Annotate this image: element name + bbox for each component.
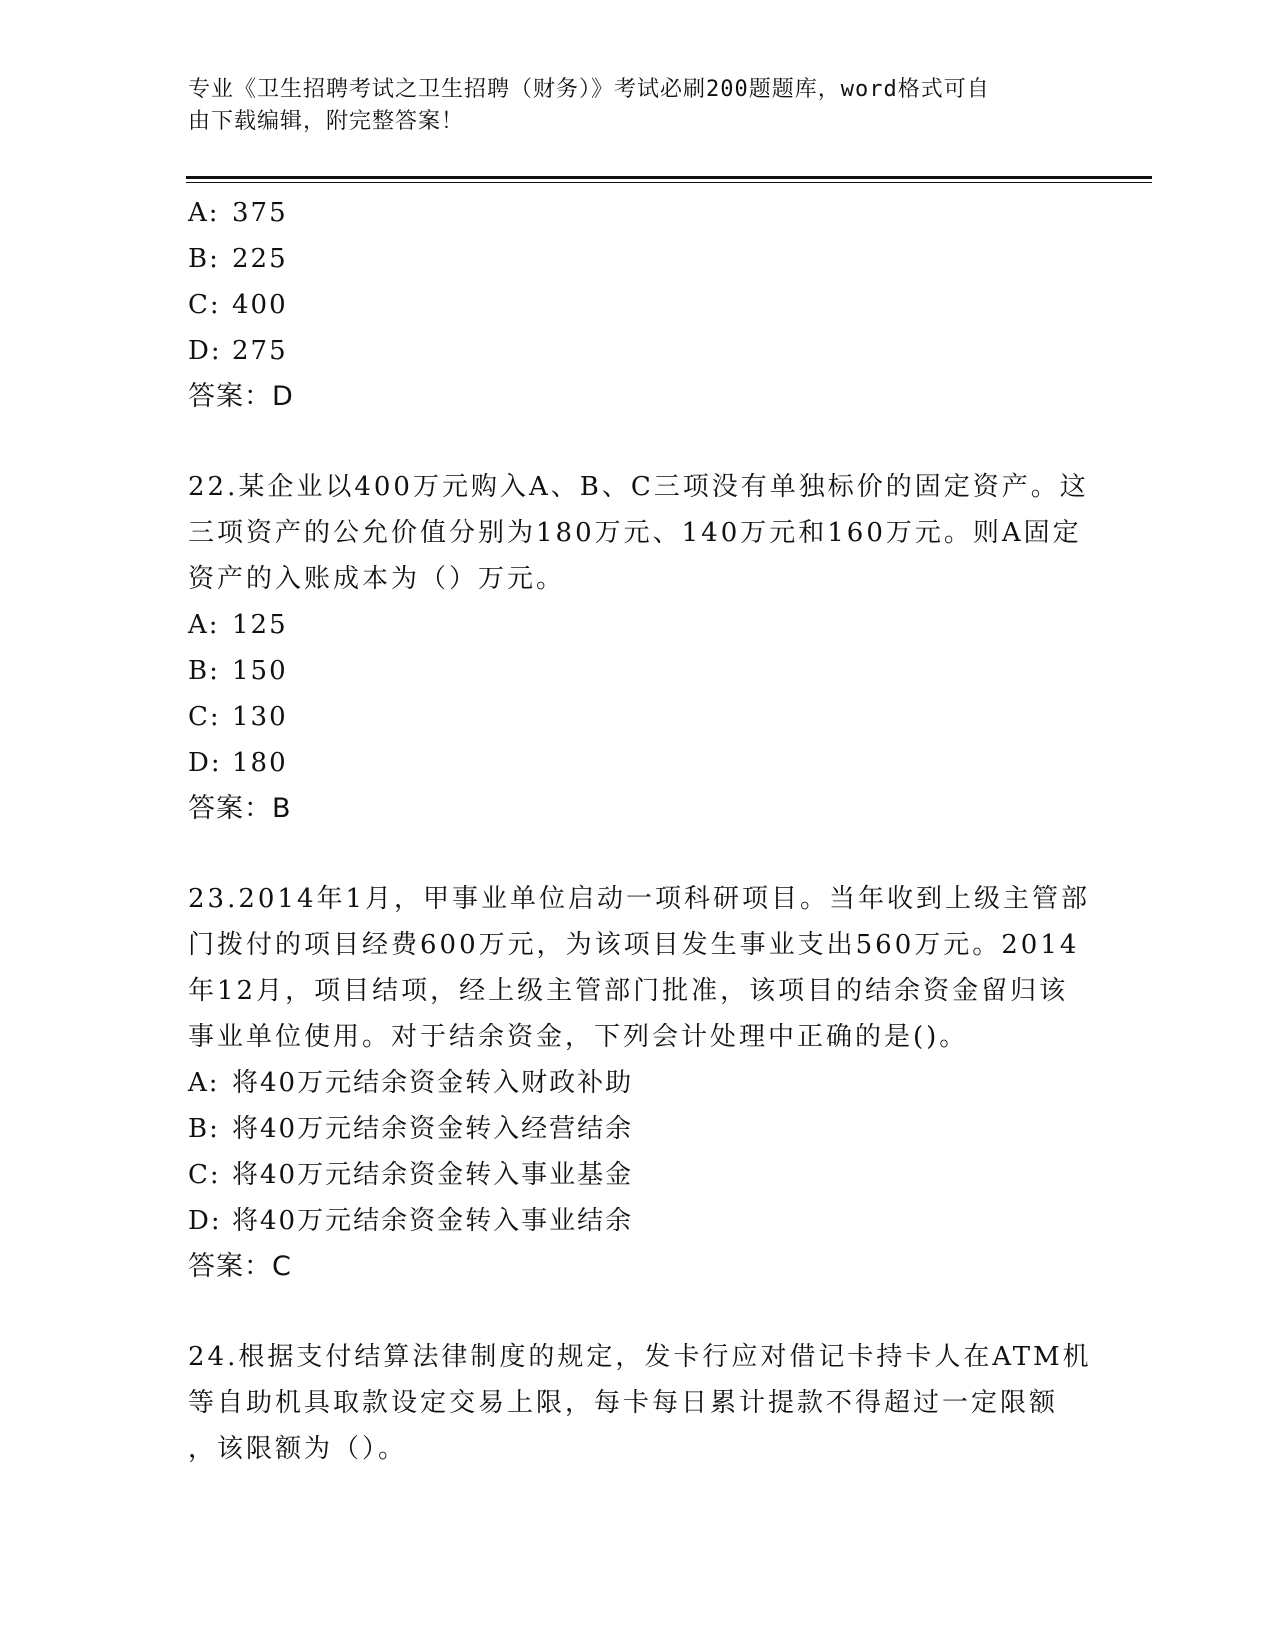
answer: 答案：B bbox=[188, 793, 292, 824]
stem-line: 门拨付的项目经费600万元，为该项目发生事业支出560万元。2014 bbox=[188, 930, 1080, 960]
stem-line: 年12月，项目结项，经上级主管部门批准，该项目的结余资金留归该 bbox=[188, 976, 1069, 1006]
option-c: C: 将40万元结余资金转入事业基金 bbox=[188, 1160, 634, 1190]
question-21-continued bbox=[188, 190, 1088, 420]
option-b: B: 将40万元结余资金转入经营结余 bbox=[188, 1114, 634, 1144]
question-23 bbox=[188, 876, 1091, 1290]
option-a: A: 125 bbox=[188, 610, 288, 640]
question-22 bbox=[188, 464, 1088, 832]
option-d: D: 275 bbox=[188, 336, 288, 366]
stem-line: 22.某企业以400万元购入A、B、C三项没有单独标价的固定资产。这 bbox=[188, 472, 1089, 502]
option-d: D: 180 bbox=[188, 748, 288, 778]
question-stem bbox=[188, 876, 1091, 1060]
answer: 答案：C bbox=[188, 1251, 292, 1282]
stem-line: 23.2014年1月，甲事业单位启动一项科研项目。当年收到上级主管部 bbox=[188, 884, 1091, 914]
header-line-1: 专业《卫生招聘考试之卫生招聘（财务）》考试必刷200题题库，word格式可自 bbox=[188, 77, 990, 102]
option-b: B: 150 bbox=[188, 656, 288, 686]
option-a: A: 将40万元结余资金转入财政补助 bbox=[188, 1068, 634, 1098]
stem-line: ，该限额为（）。 bbox=[188, 1434, 408, 1464]
stem-line: 事业单位使用。对于结余资金，下列会计处理中正确的是()。 bbox=[188, 1022, 969, 1052]
option-b: B: 225 bbox=[188, 244, 288, 274]
stem-line: 等自助机具取款设定交易上限，每卡每日累计提款不得超过一定限额 bbox=[188, 1388, 1059, 1418]
header-line-2: 由下载编辑，附完整答案！ bbox=[188, 109, 465, 134]
stem-line: 资产的入账成本为（）万元。 bbox=[188, 564, 566, 594]
header-divider-thick bbox=[186, 176, 1152, 179]
option-a: A: 375 bbox=[188, 198, 288, 228]
header-divider-thin bbox=[186, 182, 1152, 183]
stem-line: 24.根据支付结算法律制度的规定，发卡行应对借记卡持卡人在ATM机 bbox=[188, 1342, 1092, 1372]
option-c: C: 130 bbox=[188, 702, 288, 732]
answer: 答案：D bbox=[188, 381, 294, 412]
option-d: D: 将40万元结余资金转入事业结余 bbox=[188, 1206, 634, 1236]
question-stem bbox=[188, 464, 1088, 602]
document-body bbox=[188, 190, 1092, 1472]
question-stem bbox=[188, 1334, 1092, 1472]
option-c: C: 400 bbox=[188, 290, 288, 320]
stem-line: 三项资产的公允价值分别为180万元、140万元和160万元。则A固定 bbox=[188, 518, 1082, 548]
question-24 bbox=[188, 1334, 1092, 1472]
document-header bbox=[188, 74, 1068, 138]
